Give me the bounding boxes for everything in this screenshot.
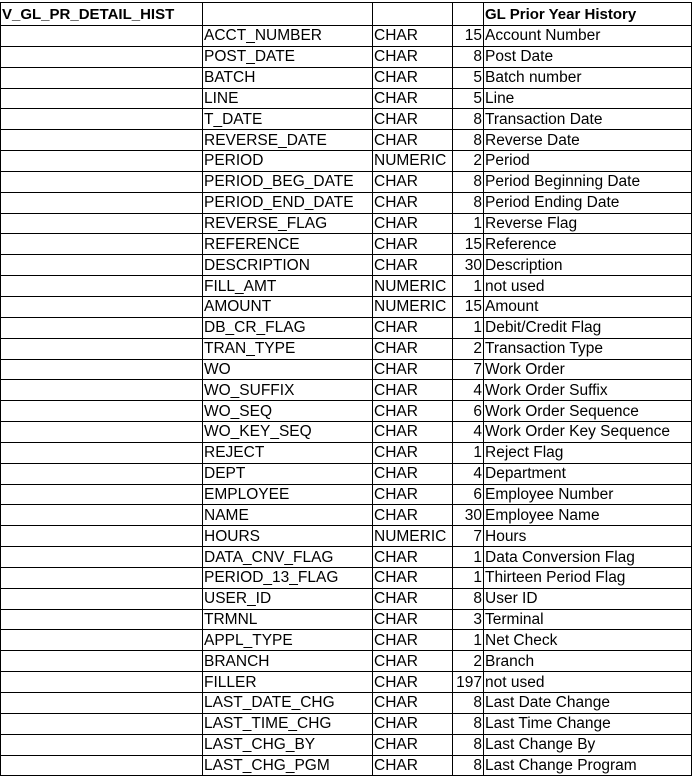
data-type-cell[interactable]: CHAR <box>373 338 453 359</box>
data-type-cell[interactable]: CHAR <box>373 317 453 338</box>
field-name-cell[interactable]: LAST_CHG_PGM <box>203 755 373 776</box>
empty-header-cell[interactable] <box>373 3 453 26</box>
table-row <box>1 338 692 359</box>
length-cell[interactable]: 8 <box>453 693 484 714</box>
length-cell[interactable]: 1 <box>453 547 484 568</box>
length-cell[interactable]: 1 <box>453 630 484 651</box>
description-cell[interactable]: Last Change Program <box>484 755 692 776</box>
data-type-cell[interactable]: CHAR <box>373 609 453 630</box>
table-row <box>1 401 692 422</box>
field-name-cell[interactable]: LINE <box>203 88 373 109</box>
description-cell[interactable]: Terminal <box>484 609 692 630</box>
length-cell[interactable]: 4 <box>453 422 484 443</box>
data-type-cell[interactable]: NUMERIC <box>373 526 453 547</box>
field-name-cell[interactable]: WO <box>203 359 373 380</box>
description-cell[interactable]: User ID <box>484 588 692 609</box>
length-cell[interactable]: 2 <box>453 651 484 672</box>
length-cell[interactable]: 7 <box>453 359 484 380</box>
data-type-cell[interactable]: CHAR <box>373 359 453 380</box>
empty-cell[interactable] <box>1 67 203 88</box>
empty-cell[interactable] <box>1 26 203 47</box>
description-cell[interactable]: Post Date <box>484 46 692 67</box>
data-type-cell[interactable]: CHAR <box>373 755 453 776</box>
field-name-cell[interactable]: DB_CR_FLAG <box>203 317 373 338</box>
field-name-cell[interactable]: WO_SUFFIX <box>203 380 373 401</box>
table-row <box>1 505 692 526</box>
description-cell[interactable]: Employee Number <box>484 484 692 505</box>
description-cell[interactable]: Amount <box>484 296 692 317</box>
field-name-cell[interactable]: NAME <box>203 505 373 526</box>
field-name-cell[interactable]: PERIOD_END_DATE <box>203 192 373 213</box>
description-cell[interactable]: Period <box>484 151 692 172</box>
field-name-cell[interactable]: LAST_DATE_CHG <box>203 693 373 714</box>
length-cell[interactable]: 1 <box>453 567 484 588</box>
empty-cell[interactable] <box>1 171 203 192</box>
description-cell[interactable]: Work Order Key Sequence <box>484 422 692 443</box>
data-type-cell[interactable]: CHAR <box>373 713 453 734</box>
description-cell[interactable]: Last Date Change <box>484 693 692 714</box>
table-row <box>1 463 692 484</box>
description-cell[interactable]: Transaction Date <box>484 109 692 130</box>
data-type-cell[interactable]: CHAR <box>373 547 453 568</box>
field-name-cell[interactable]: TRAN_TYPE <box>203 338 373 359</box>
data-type-cell[interactable]: CHAR <box>373 567 453 588</box>
empty-cell[interactable] <box>1 359 203 380</box>
field-name-cell[interactable]: ACCT_NUMBER <box>203 26 373 47</box>
data-type-cell[interactable]: CHAR <box>373 88 453 109</box>
description-cell[interactable]: Thirteen Period Flag <box>484 567 692 588</box>
empty-header-cell[interactable] <box>453 3 484 26</box>
length-cell[interactable]: 1 <box>453 442 484 463</box>
empty-cell[interactable] <box>1 151 203 172</box>
field-name-cell[interactable]: FILLER <box>203 672 373 693</box>
table-row <box>1 567 692 588</box>
length-cell[interactable]: 2 <box>453 151 484 172</box>
field-name-cell[interactable]: USER_ID <box>203 588 373 609</box>
empty-cell[interactable] <box>1 296 203 317</box>
field-name-cell[interactable]: DEPT <box>203 463 373 484</box>
description-cell[interactable]: Reject Flag <box>484 442 692 463</box>
data-type-cell[interactable]: CHAR <box>373 734 453 755</box>
length-cell[interactable]: 8 <box>453 109 484 130</box>
description-cell[interactable]: Description <box>484 255 692 276</box>
length-cell[interactable]: 8 <box>453 734 484 755</box>
empty-cell[interactable] <box>1 255 203 276</box>
table-row <box>1 755 692 776</box>
field-name-cell[interactable]: FILL_AMT <box>203 276 373 297</box>
length-cell[interactable]: 5 <box>453 88 484 109</box>
field-name-cell[interactable]: PERIOD <box>203 151 373 172</box>
description-cell[interactable]: Work Order Sequence <box>484 401 692 422</box>
field-name-cell[interactable]: T_DATE <box>203 109 373 130</box>
description-cell[interactable]: Reference <box>484 234 692 255</box>
field-name-cell[interactable]: REVERSE_FLAG <box>203 213 373 234</box>
data-type-cell[interactable]: CHAR <box>373 630 453 651</box>
field-name-cell[interactable]: POST_DATE <box>203 46 373 67</box>
empty-cell[interactable] <box>1 276 203 297</box>
table-row <box>1 130 692 151</box>
empty-cell[interactable] <box>1 713 203 734</box>
empty-cell[interactable] <box>1 651 203 672</box>
field-name-cell[interactable]: REFERENCE <box>203 234 373 255</box>
table-row <box>1 672 692 693</box>
table-row <box>1 422 692 443</box>
field-name-cell[interactable]: DATA_CNV_FLAG <box>203 547 373 568</box>
empty-cell[interactable] <box>1 380 203 401</box>
table-row <box>1 46 692 67</box>
empty-cell[interactable] <box>1 672 203 693</box>
empty-cell[interactable] <box>1 422 203 443</box>
table-row <box>1 67 692 88</box>
data-type-cell[interactable]: CHAR <box>373 46 453 67</box>
data-type-cell[interactable]: CHAR <box>373 192 453 213</box>
field-name-cell[interactable]: REVERSE_DATE <box>203 130 373 151</box>
empty-cell[interactable] <box>1 505 203 526</box>
field-name-cell[interactable]: WO_SEQ <box>203 401 373 422</box>
length-cell[interactable]: 30 <box>453 255 484 276</box>
table-row <box>1 317 692 338</box>
empty-cell[interactable] <box>1 338 203 359</box>
table-row <box>1 609 692 630</box>
description-cell[interactable]: Last Change By <box>484 734 692 755</box>
length-cell[interactable]: 8 <box>453 171 484 192</box>
length-cell[interactable]: 2 <box>453 338 484 359</box>
table-name-cell[interactable]: V_GL_PR_DETAIL_HIST <box>1 3 203 26</box>
empty-cell[interactable] <box>1 734 203 755</box>
table-row <box>1 713 692 734</box>
description-cell[interactable]: Data Conversion Flag <box>484 547 692 568</box>
description-cell[interactable]: Debit/Credit Flag <box>484 317 692 338</box>
data-type-cell[interactable]: CHAR <box>373 672 453 693</box>
data-type-cell[interactable]: NUMERIC <box>373 151 453 172</box>
data-type-cell[interactable]: CHAR <box>373 109 453 130</box>
data-type-cell[interactable]: CHAR <box>373 442 453 463</box>
length-cell[interactable]: 7 <box>453 526 484 547</box>
field-name-cell[interactable]: BRANCH <box>203 651 373 672</box>
length-cell[interactable]: 8 <box>453 713 484 734</box>
empty-cell[interactable] <box>1 693 203 714</box>
data-type-cell[interactable]: CHAR <box>373 171 453 192</box>
empty-cell[interactable] <box>1 526 203 547</box>
length-cell[interactable]: 4 <box>453 463 484 484</box>
field-name-cell[interactable]: HOURS <box>203 526 373 547</box>
table-row <box>1 296 692 317</box>
description-cell[interactable]: not used <box>484 672 692 693</box>
length-cell[interactable]: 197 <box>453 672 484 693</box>
field-name-cell[interactable]: AMOUNT <box>203 296 373 317</box>
empty-cell[interactable] <box>1 755 203 776</box>
length-cell[interactable]: 30 <box>453 505 484 526</box>
table-row <box>1 192 692 213</box>
data-type-cell[interactable]: CHAR <box>373 234 453 255</box>
table-row <box>1 359 692 380</box>
length-cell[interactable]: 4 <box>453 380 484 401</box>
table-row <box>1 734 692 755</box>
length-cell[interactable]: 8 <box>453 588 484 609</box>
table-title-cell[interactable]: GL Prior Year History <box>484 3 692 26</box>
empty-cell[interactable] <box>1 109 203 130</box>
data-type-cell[interactable]: CHAR <box>373 651 453 672</box>
field-name-cell[interactable]: APPL_TYPE <box>203 630 373 651</box>
description-cell[interactable]: Work Order <box>484 359 692 380</box>
length-cell[interactable]: 1 <box>453 213 484 234</box>
field-name-cell[interactable]: BATCH <box>203 67 373 88</box>
table-row <box>1 693 692 714</box>
length-cell[interactable]: 8 <box>453 46 484 67</box>
data-type-cell[interactable]: NUMERIC <box>373 276 453 297</box>
empty-cell[interactable] <box>1 234 203 255</box>
table-row <box>1 276 692 297</box>
empty-cell[interactable] <box>1 401 203 422</box>
length-cell[interactable]: 15 <box>453 296 484 317</box>
field-name-cell[interactable]: TRMNL <box>203 609 373 630</box>
data-type-cell[interactable]: CHAR <box>373 693 453 714</box>
description-cell[interactable]: Transaction Type <box>484 338 692 359</box>
length-cell[interactable]: 6 <box>453 401 484 422</box>
table-row <box>1 588 692 609</box>
empty-cell[interactable] <box>1 192 203 213</box>
table-row <box>1 88 692 109</box>
description-cell[interactable]: not used <box>484 276 692 297</box>
field-name-cell[interactable]: LAST_CHG_BY <box>203 734 373 755</box>
empty-cell[interactable] <box>1 442 203 463</box>
table-row <box>1 651 692 672</box>
data-type-cell[interactable]: CHAR <box>373 463 453 484</box>
table-row <box>1 547 692 568</box>
length-cell[interactable]: 8 <box>453 130 484 151</box>
data-type-cell[interactable]: CHAR <box>373 213 453 234</box>
empty-cell[interactable] <box>1 484 203 505</box>
data-type-cell[interactable]: CHAR <box>373 401 453 422</box>
description-cell[interactable]: Work Order Suffix <box>484 380 692 401</box>
table-row <box>1 630 692 651</box>
table-row <box>1 234 692 255</box>
table-row <box>1 526 692 547</box>
data-type-cell[interactable]: CHAR <box>373 26 453 47</box>
length-cell[interactable]: 6 <box>453 484 484 505</box>
description-cell[interactable]: Employee Name <box>484 505 692 526</box>
data-type-cell[interactable]: CHAR <box>373 505 453 526</box>
description-cell[interactable]: Department <box>484 463 692 484</box>
empty-cell[interactable] <box>1 588 203 609</box>
table-row <box>1 380 692 401</box>
data-type-cell[interactable]: CHAR <box>373 484 453 505</box>
data-type-cell[interactable]: CHAR <box>373 588 453 609</box>
data-type-cell[interactable]: CHAR <box>373 380 453 401</box>
field-name-cell[interactable]: LAST_TIME_CHG <box>203 713 373 734</box>
field-name-cell[interactable]: WO_KEY_SEQ <box>203 422 373 443</box>
description-cell[interactable]: Account Number <box>484 26 692 47</box>
description-cell[interactable]: Net Check <box>484 630 692 651</box>
empty-cell[interactable] <box>1 547 203 568</box>
description-cell[interactable]: Hours <box>484 526 692 547</box>
empty-cell[interactable] <box>1 213 203 234</box>
empty-header-cell[interactable] <box>203 3 373 26</box>
length-cell[interactable]: 8 <box>453 192 484 213</box>
description-cell[interactable]: Period Ending Date <box>484 192 692 213</box>
field-definition-table <box>0 2 692 776</box>
length-cell[interactable]: 15 <box>453 26 484 47</box>
table-row <box>1 26 692 47</box>
description-cell[interactable]: Branch <box>484 651 692 672</box>
data-type-cell[interactable]: CHAR <box>373 255 453 276</box>
table-row <box>1 442 692 463</box>
description-cell[interactable]: Period Beginning Date <box>484 171 692 192</box>
table-row <box>1 484 692 505</box>
header-row <box>1 3 692 26</box>
length-cell[interactable]: 1 <box>453 317 484 338</box>
table-row <box>1 171 692 192</box>
data-type-cell[interactable]: CHAR <box>373 130 453 151</box>
field-name-cell[interactable]: EMPLOYEE <box>203 484 373 505</box>
empty-cell[interactable] <box>1 630 203 651</box>
field-name-cell[interactable]: REJECT <box>203 442 373 463</box>
description-cell[interactable]: Reverse Flag <box>484 213 692 234</box>
table-row <box>1 213 692 234</box>
length-cell[interactable]: 8 <box>453 755 484 776</box>
length-cell[interactable]: 3 <box>453 609 484 630</box>
length-cell[interactable]: 1 <box>453 276 484 297</box>
description-cell[interactable]: Batch number <box>484 67 692 88</box>
table-row <box>1 109 692 130</box>
field-name-cell[interactable]: PERIOD_13_FLAG <box>203 567 373 588</box>
length-cell[interactable]: 5 <box>453 67 484 88</box>
field-name-cell[interactable]: PERIOD_BEG_DATE <box>203 171 373 192</box>
empty-cell[interactable] <box>1 463 203 484</box>
empty-cell[interactable] <box>1 567 203 588</box>
description-cell[interactable]: Line <box>484 88 692 109</box>
empty-cell[interactable] <box>1 130 203 151</box>
field-name-cell[interactable]: DESCRIPTION <box>203 255 373 276</box>
empty-cell[interactable] <box>1 609 203 630</box>
length-cell[interactable]: 15 <box>453 234 484 255</box>
empty-cell[interactable] <box>1 88 203 109</box>
description-cell[interactable]: Last Time Change <box>484 713 692 734</box>
table-row <box>1 151 692 172</box>
empty-cell[interactable] <box>1 317 203 338</box>
description-cell[interactable]: Reverse Date <box>484 130 692 151</box>
table-row <box>1 255 692 276</box>
data-type-cell[interactable]: CHAR <box>373 67 453 88</box>
data-type-cell[interactable]: CHAR <box>373 422 453 443</box>
data-type-cell[interactable]: NUMERIC <box>373 296 453 317</box>
empty-cell[interactable] <box>1 46 203 67</box>
